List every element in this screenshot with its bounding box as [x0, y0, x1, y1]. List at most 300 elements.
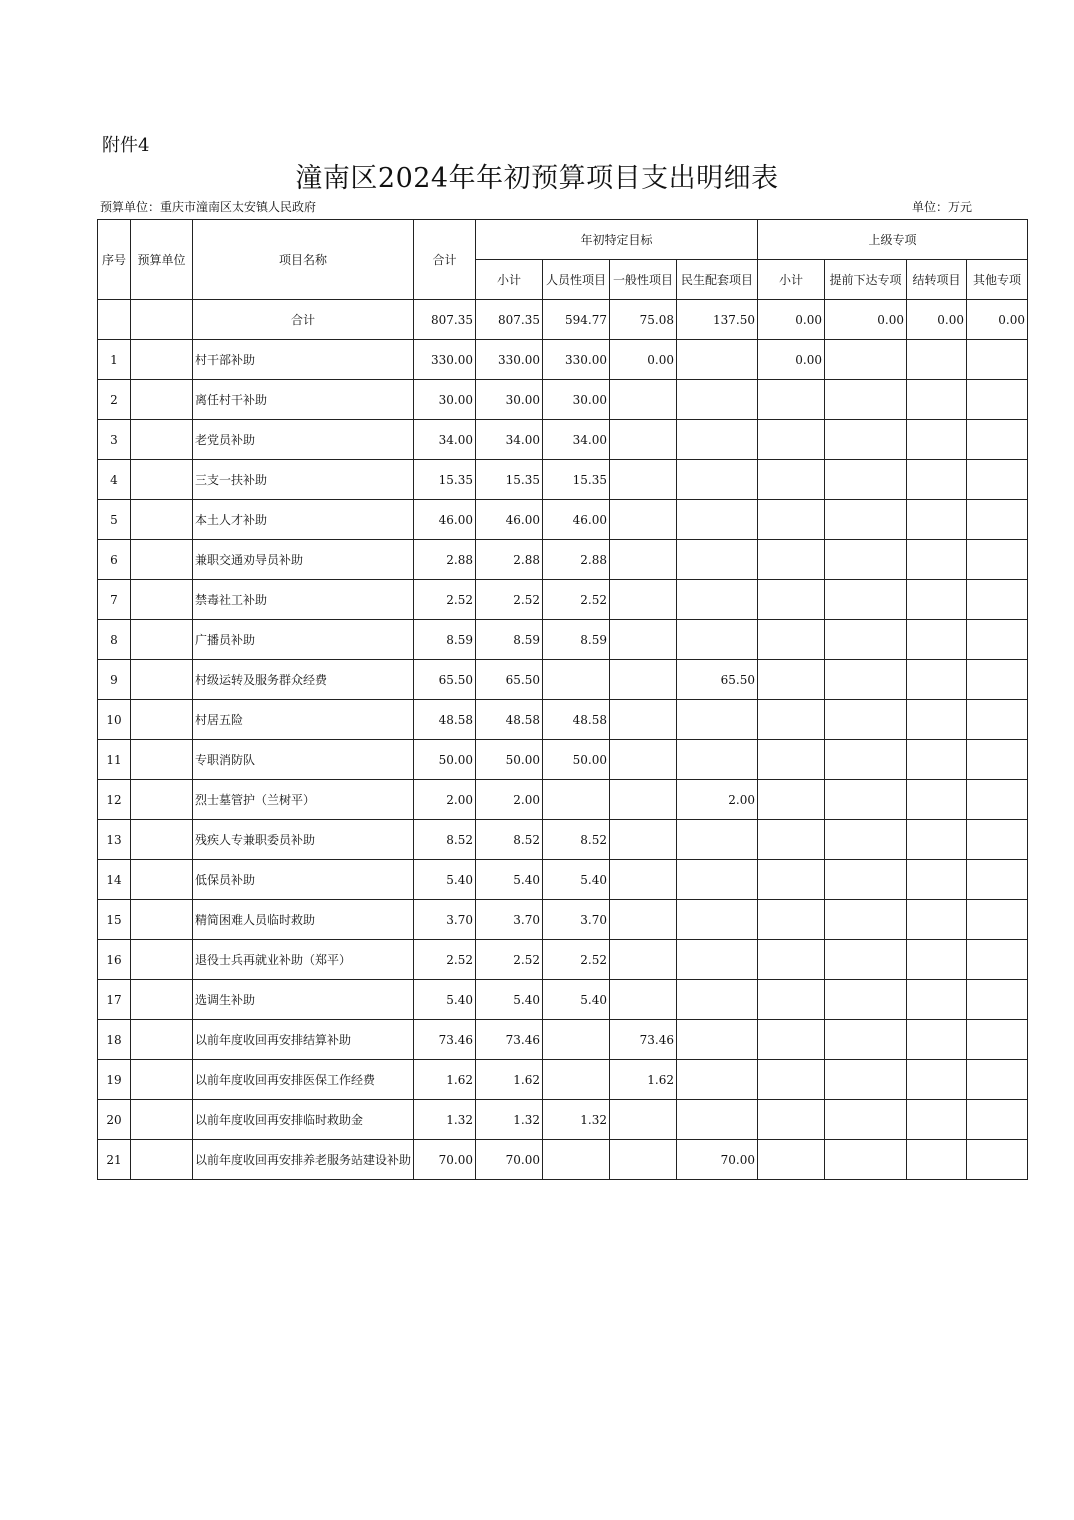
row-advance	[825, 580, 907, 620]
row-other	[967, 380, 1028, 420]
row-project-name: 烈士墓管护（兰树平）	[193, 780, 414, 820]
total-label: 合计	[193, 300, 414, 340]
row-project-name: 以前年度收回再安排医保工作经费	[193, 1060, 414, 1100]
row-subtotal: 15.35	[476, 460, 543, 500]
row-general	[610, 820, 677, 860]
row-carryover	[907, 380, 967, 420]
total-total: 807.35	[414, 300, 476, 340]
row-subtotal: 5.40	[476, 980, 543, 1020]
table-row	[98, 1020, 1028, 1060]
row-subtotal: 46.00	[476, 500, 543, 540]
row-budget-unit	[131, 860, 193, 900]
row-advance	[825, 860, 907, 900]
row-seq: 14	[98, 860, 131, 900]
row-general	[610, 780, 677, 820]
row-livelihood	[677, 1100, 758, 1140]
row-subtotal: 30.00	[476, 380, 543, 420]
row-subtotal: 8.52	[476, 820, 543, 860]
table-row	[98, 900, 1028, 940]
row-budget-unit	[131, 340, 193, 380]
row-general	[610, 940, 677, 980]
row-carryover	[907, 420, 967, 460]
header-total: 合计	[414, 220, 476, 300]
row-other	[967, 660, 1028, 700]
row-budget-unit	[131, 940, 193, 980]
row-livelihood	[677, 820, 758, 860]
row-budget-unit	[131, 540, 193, 580]
row-subtotal: 5.40	[476, 860, 543, 900]
row-advance	[825, 980, 907, 1020]
total-advance: 0.00	[825, 300, 907, 340]
row-other	[967, 980, 1028, 1020]
table-row	[98, 340, 1028, 380]
row-general	[610, 1140, 677, 1180]
row-seq: 10	[98, 700, 131, 740]
row-personnel	[543, 1060, 610, 1100]
row-personnel: 330.00	[543, 340, 610, 380]
row-other	[967, 460, 1028, 500]
row-livelihood: 2.00	[677, 780, 758, 820]
row-livelihood	[677, 940, 758, 980]
row-project-name: 离任村干补助	[193, 380, 414, 420]
row-subtotal: 8.59	[476, 620, 543, 660]
row-seq: 13	[98, 820, 131, 860]
row-livelihood	[677, 980, 758, 1020]
table-header-row	[98, 220, 1028, 260]
row-project-name: 选调生补助	[193, 980, 414, 1020]
row-other	[967, 700, 1028, 740]
header-sup-subtotal: 小计	[758, 260, 825, 300]
row-budget-unit	[131, 820, 193, 860]
header-group-initial: 年初特定目标	[476, 220, 758, 260]
row-subtotal: 48.58	[476, 700, 543, 740]
row-general	[610, 660, 677, 700]
row-other	[967, 820, 1028, 860]
row-total: 2.52	[414, 940, 476, 980]
row-project-name: 以前年度收回再安排临时救助金	[193, 1100, 414, 1140]
row-seq: 6	[98, 540, 131, 580]
row-personnel	[543, 1140, 610, 1180]
row-seq: 8	[98, 620, 131, 660]
row-general	[610, 980, 677, 1020]
row-sup-subtotal	[758, 540, 825, 580]
row-seq: 15	[98, 900, 131, 940]
row-subtotal: 330.00	[476, 340, 543, 380]
row-general	[610, 860, 677, 900]
row-project-name: 老党员补助	[193, 420, 414, 460]
row-carryover	[907, 780, 967, 820]
row-sup-subtotal	[758, 420, 825, 460]
table-row	[98, 660, 1028, 700]
row-advance	[825, 340, 907, 380]
row-carryover	[907, 980, 967, 1020]
total-general: 75.08	[610, 300, 677, 340]
row-total: 5.40	[414, 860, 476, 900]
page-title: 潼南区2024年年初预算项目支出明细表	[295, 163, 779, 194]
row-personnel	[543, 780, 610, 820]
row-carryover	[907, 340, 967, 380]
row-carryover	[907, 820, 967, 860]
row-livelihood	[677, 380, 758, 420]
row-budget-unit	[131, 580, 193, 620]
row-carryover	[907, 540, 967, 580]
header-general: 一般性项目	[610, 260, 677, 300]
row-personnel: 2.52	[543, 940, 610, 980]
row-advance	[825, 940, 907, 980]
row-personnel: 2.52	[543, 580, 610, 620]
row-general	[610, 380, 677, 420]
row-advance	[825, 460, 907, 500]
row-total: 5.40	[414, 980, 476, 1020]
table-row	[98, 860, 1028, 900]
header-carryover: 结转项目	[907, 260, 967, 300]
row-subtotal: 73.46	[476, 1020, 543, 1060]
table-row	[98, 420, 1028, 460]
row-advance	[825, 1060, 907, 1100]
row-budget-unit	[131, 660, 193, 700]
total-other: 0.00	[967, 300, 1028, 340]
row-seq: 9	[98, 660, 131, 700]
table-row	[98, 380, 1028, 420]
row-advance	[825, 1100, 907, 1140]
row-general: 73.46	[610, 1020, 677, 1060]
table-row	[98, 980, 1028, 1020]
table-row	[98, 820, 1028, 860]
row-personnel: 5.40	[543, 860, 610, 900]
row-project-name: 精简困难人员临时救助	[193, 900, 414, 940]
row-total: 2.52	[414, 580, 476, 620]
row-project-name: 低保员补助	[193, 860, 414, 900]
row-livelihood: 70.00	[677, 1140, 758, 1180]
table-row	[98, 460, 1028, 500]
row-budget-unit	[131, 700, 193, 740]
row-subtotal: 70.00	[476, 1140, 543, 1180]
table-row	[98, 1060, 1028, 1100]
row-seq: 11	[98, 740, 131, 780]
row-budget-unit	[131, 900, 193, 940]
row-budget-unit	[131, 460, 193, 500]
row-personnel	[543, 660, 610, 700]
row-total: 15.35	[414, 460, 476, 500]
row-general	[610, 420, 677, 460]
row-other	[967, 900, 1028, 940]
table-row	[98, 780, 1028, 820]
row-advance	[825, 420, 907, 460]
row-project-name: 村居五险	[193, 700, 414, 740]
budget-unit-label: 预算单位：重庆市潼南区太安镇人民政府	[100, 200, 317, 214]
row-subtotal: 2.88	[476, 540, 543, 580]
row-sup-subtotal	[758, 1060, 825, 1100]
table-row	[98, 700, 1028, 740]
row-other	[967, 940, 1028, 980]
row-total: 330.00	[414, 340, 476, 380]
row-advance	[825, 820, 907, 860]
row-total: 1.32	[414, 1100, 476, 1140]
row-sup-subtotal	[758, 580, 825, 620]
row-general: 0.00	[610, 340, 677, 380]
row-project-name: 禁毒社工补助	[193, 580, 414, 620]
row-livelihood	[677, 340, 758, 380]
row-total: 8.52	[414, 820, 476, 860]
row-total: 2.00	[414, 780, 476, 820]
row-other	[967, 340, 1028, 380]
row-general	[610, 740, 677, 780]
attachment-label: 附件4	[102, 135, 150, 156]
row-carryover	[907, 900, 967, 940]
row-other	[967, 1100, 1028, 1140]
row-personnel: 2.88	[543, 540, 610, 580]
row-advance	[825, 660, 907, 700]
row-project-name: 兼职交通劝导员补助	[193, 540, 414, 580]
header-personnel: 人员性项目	[543, 260, 610, 300]
row-project-name: 专职消防队	[193, 740, 414, 780]
row-sup-subtotal	[758, 700, 825, 740]
row-livelihood	[677, 900, 758, 940]
row-other	[967, 780, 1028, 820]
row-carryover	[907, 1100, 967, 1140]
row-project-name: 以前年度收回再安排结算补助	[193, 1020, 414, 1060]
row-seq: 21	[98, 1140, 131, 1180]
row-sup-subtotal	[758, 460, 825, 500]
row-general	[610, 900, 677, 940]
row-budget-unit	[131, 1060, 193, 1100]
row-carryover	[907, 500, 967, 540]
row-personnel	[543, 1020, 610, 1060]
row-project-name: 残疾人专兼职委员补助	[193, 820, 414, 860]
row-personnel: 8.52	[543, 820, 610, 860]
row-total: 73.46	[414, 1020, 476, 1060]
header-subtotal: 小计	[476, 260, 543, 300]
header-seq: 序号	[98, 220, 131, 300]
header-livelihood: 民生配套项目	[677, 260, 758, 300]
row-subtotal: 3.70	[476, 900, 543, 940]
total-subtotal: 807.35	[476, 300, 543, 340]
table-row	[98, 1100, 1028, 1140]
row-other	[967, 580, 1028, 620]
row-personnel: 50.00	[543, 740, 610, 780]
row-sup-subtotal	[758, 780, 825, 820]
row-seq: 1	[98, 340, 131, 380]
money-unit-label: 单位：万元	[911, 200, 972, 214]
row-other	[967, 500, 1028, 540]
table-row	[98, 1140, 1028, 1180]
row-carryover	[907, 460, 967, 500]
row-seq: 12	[98, 780, 131, 820]
row-personnel: 5.40	[543, 980, 610, 1020]
row-livelihood	[677, 1020, 758, 1060]
row-carryover	[907, 860, 967, 900]
row-livelihood	[677, 460, 758, 500]
row-advance	[825, 1140, 907, 1180]
row-livelihood	[677, 500, 758, 540]
row-advance	[825, 540, 907, 580]
row-budget-unit	[131, 1140, 193, 1180]
row-seq: 5	[98, 500, 131, 540]
row-sup-subtotal	[758, 660, 825, 700]
row-other	[967, 420, 1028, 460]
row-seq: 20	[98, 1100, 131, 1140]
budget-table	[97, 219, 1028, 1180]
row-personnel: 8.59	[543, 620, 610, 660]
row-advance	[825, 1020, 907, 1060]
row-budget-unit	[131, 1100, 193, 1140]
row-seq: 17	[98, 980, 131, 1020]
row-sup-subtotal	[758, 940, 825, 980]
row-subtotal: 2.52	[476, 580, 543, 620]
row-other	[967, 1140, 1028, 1180]
row-general	[610, 1100, 677, 1140]
row-livelihood	[677, 1060, 758, 1100]
row-sup-subtotal	[758, 820, 825, 860]
table-row	[98, 940, 1028, 980]
row-general	[610, 700, 677, 740]
row-advance	[825, 780, 907, 820]
table-row	[98, 740, 1028, 780]
row-other	[967, 1060, 1028, 1100]
row-total: 8.59	[414, 620, 476, 660]
total-unit	[131, 300, 193, 340]
total-row	[98, 300, 1028, 340]
row-subtotal: 65.50	[476, 660, 543, 700]
row-budget-unit	[131, 980, 193, 1020]
row-personnel: 1.32	[543, 1100, 610, 1140]
row-personnel: 3.70	[543, 900, 610, 940]
row-project-name: 以前年度收回再安排养老服务站建设补助	[193, 1140, 414, 1180]
header-budget-unit: 预算单位	[131, 220, 193, 300]
row-sup-subtotal	[758, 860, 825, 900]
row-carryover	[907, 740, 967, 780]
table-row	[98, 620, 1028, 660]
row-project-name: 村干部补助	[193, 340, 414, 380]
row-sup-subtotal	[758, 980, 825, 1020]
row-total: 65.50	[414, 660, 476, 700]
row-other	[967, 740, 1028, 780]
row-subtotal: 1.62	[476, 1060, 543, 1100]
row-sup-subtotal	[758, 1020, 825, 1060]
total-livelihood: 137.50	[677, 300, 758, 340]
row-carryover	[907, 620, 967, 660]
total-carryover: 0.00	[907, 300, 967, 340]
row-total: 46.00	[414, 500, 476, 540]
row-seq: 3	[98, 420, 131, 460]
row-general	[610, 540, 677, 580]
row-budget-unit	[131, 740, 193, 780]
row-livelihood	[677, 420, 758, 460]
row-carryover	[907, 700, 967, 740]
total-sup-subtotal: 0.00	[758, 300, 825, 340]
row-total: 3.70	[414, 900, 476, 940]
row-carryover	[907, 580, 967, 620]
row-total: 1.62	[414, 1060, 476, 1100]
row-total: 2.88	[414, 540, 476, 580]
row-livelihood	[677, 580, 758, 620]
row-advance	[825, 380, 907, 420]
table-row	[98, 540, 1028, 580]
row-seq: 7	[98, 580, 131, 620]
row-advance	[825, 900, 907, 940]
row-budget-unit	[131, 420, 193, 460]
row-general	[610, 620, 677, 660]
row-advance	[825, 620, 907, 660]
row-budget-unit	[131, 500, 193, 540]
row-subtotal: 34.00	[476, 420, 543, 460]
row-budget-unit	[131, 1020, 193, 1060]
row-advance	[825, 700, 907, 740]
row-sup-subtotal	[758, 1140, 825, 1180]
row-livelihood	[677, 740, 758, 780]
total-seq	[98, 300, 131, 340]
row-advance	[825, 500, 907, 540]
row-budget-unit	[131, 780, 193, 820]
row-carryover	[907, 1020, 967, 1060]
row-sup-subtotal	[758, 380, 825, 420]
row-budget-unit	[131, 620, 193, 660]
row-other	[967, 540, 1028, 580]
row-project-name: 村级运转及服务群众经费	[193, 660, 414, 700]
row-sup-subtotal	[758, 620, 825, 660]
row-budget-unit	[131, 380, 193, 420]
header-advance: 提前下达专项	[825, 260, 907, 300]
row-other	[967, 1020, 1028, 1060]
row-personnel: 15.35	[543, 460, 610, 500]
header-group-superior: 上级专项	[758, 220, 1028, 260]
row-personnel: 48.58	[543, 700, 610, 740]
row-sup-subtotal	[758, 900, 825, 940]
row-subtotal: 50.00	[476, 740, 543, 780]
row-total: 70.00	[414, 1140, 476, 1180]
row-seq: 2	[98, 380, 131, 420]
table-row	[98, 500, 1028, 540]
row-total: 50.00	[414, 740, 476, 780]
row-carryover	[907, 660, 967, 700]
row-advance	[825, 740, 907, 780]
row-sup-subtotal	[758, 1100, 825, 1140]
header-other: 其他专项	[967, 260, 1028, 300]
row-general	[610, 460, 677, 500]
row-total: 30.00	[414, 380, 476, 420]
row-total: 48.58	[414, 700, 476, 740]
row-general: 1.62	[610, 1060, 677, 1100]
row-project-name: 广播员补助	[193, 620, 414, 660]
row-project-name: 三支一扶补助	[193, 460, 414, 500]
row-personnel: 30.00	[543, 380, 610, 420]
row-carryover	[907, 1140, 967, 1180]
header-project-name: 项目名称	[193, 220, 414, 300]
row-livelihood: 65.50	[677, 660, 758, 700]
row-general	[610, 500, 677, 540]
table-row	[98, 580, 1028, 620]
row-personnel: 34.00	[543, 420, 610, 460]
row-subtotal: 2.52	[476, 940, 543, 980]
row-personnel: 46.00	[543, 500, 610, 540]
row-sup-subtotal	[758, 740, 825, 780]
row-livelihood	[677, 540, 758, 580]
row-carryover	[907, 940, 967, 980]
row-subtotal: 2.00	[476, 780, 543, 820]
row-general	[610, 580, 677, 620]
row-total: 34.00	[414, 420, 476, 460]
row-sup-subtotal	[758, 500, 825, 540]
total-personnel: 594.77	[543, 300, 610, 340]
row-carryover	[907, 1060, 967, 1100]
row-seq: 4	[98, 460, 131, 500]
row-livelihood	[677, 860, 758, 900]
row-livelihood	[677, 620, 758, 660]
row-seq: 16	[98, 940, 131, 980]
row-subtotal: 1.32	[476, 1100, 543, 1140]
row-seq: 18	[98, 1020, 131, 1060]
row-project-name: 本土人才补助	[193, 500, 414, 540]
